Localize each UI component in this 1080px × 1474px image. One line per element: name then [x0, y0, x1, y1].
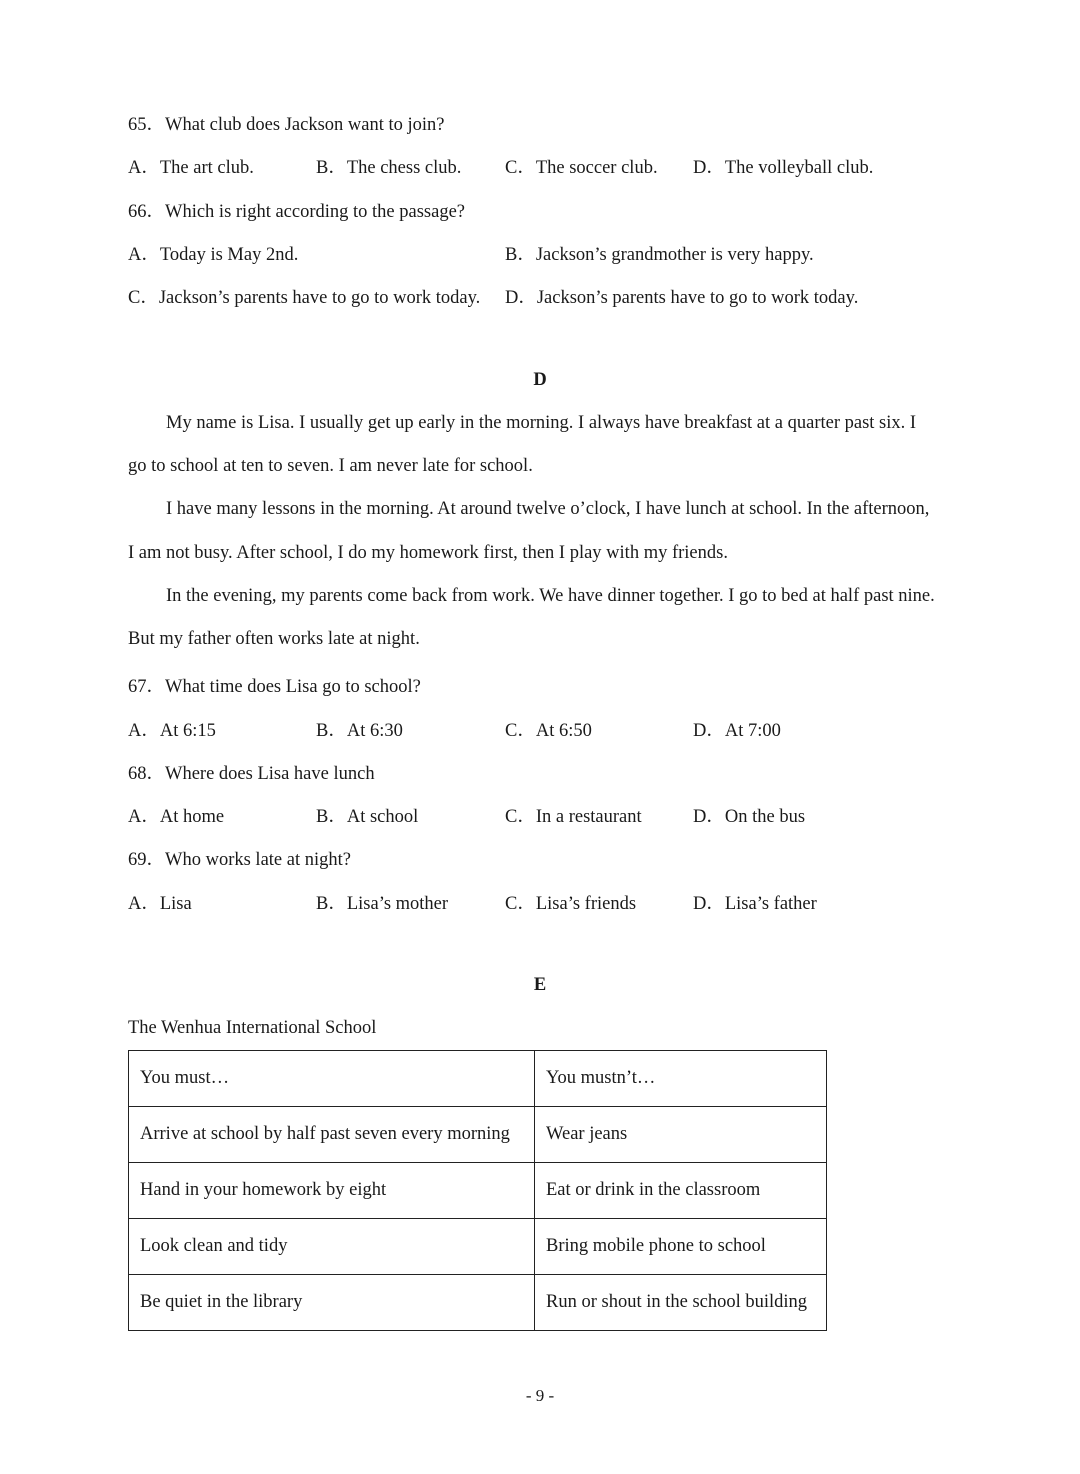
table-cell: Be quiet in the library — [129, 1275, 535, 1331]
school-rules-table — [128, 1050, 827, 1331]
q68-option-a: A．At home — [128, 807, 225, 827]
q69-option-a: A．Lisa — [128, 894, 192, 914]
table-cell: Wear jeans — [535, 1107, 827, 1163]
q67-option-c: C．At 6:50 — [505, 721, 592, 741]
q67-option-d: D．At 7:00 — [693, 721, 781, 741]
question-68-stem: 68．Where does Lisa have lunch — [128, 764, 375, 784]
table-cell: Eat or drink in the classroom — [535, 1163, 827, 1219]
q68-option-d: D．On the bus — [693, 807, 806, 827]
section-d-heading: D — [533, 370, 547, 390]
q66-option-b: B．Jackson’s grandmother is very happy. — [505, 245, 814, 265]
question-66-stem: 66．Which is right according to the passage? — [128, 202, 466, 222]
q66-option-d: D．Jackson’s parents have to go to work today. — [505, 288, 859, 308]
q69-option-d: D．Lisa’s father — [693, 894, 817, 914]
q65-option-b: B．The chess club. — [316, 158, 462, 178]
table-cell: Look clean and tidy — [129, 1219, 535, 1275]
table-header-row — [129, 1051, 827, 1107]
passage-d-line: go to school at ten to seven. I am never late for school. — [128, 456, 533, 476]
q65-option-c: C．The soccer club. — [505, 158, 658, 178]
q66-option-a: A．Today is May 2nd. — [128, 245, 299, 265]
passage-d-line: My name is Lisa. I usually get up early in the morning. I always have breakfast at a quarter past six. I — [166, 413, 917, 433]
passage-d-line: I have many lessons in the morning. At around twelve o’clock, I have lunch at school. In the afternoon, — [166, 499, 930, 519]
section-e-heading: E — [533, 975, 547, 995]
header-you-mustnt: You mustn’t… — [535, 1051, 827, 1107]
q68-option-c: C．In a restaurant — [505, 807, 642, 827]
table-row — [129, 1275, 827, 1331]
table-row — [129, 1163, 827, 1219]
table-cell: Hand in your homework by eight — [129, 1163, 535, 1219]
q69-option-c: C．Lisa’s friends — [505, 894, 637, 914]
q67-option-b: B．At 6:30 — [316, 721, 403, 741]
passage-d-line: In the evening, my parents come back from work. We have dinner together. I go to bed at half past nine. — [166, 586, 935, 606]
passage-d-line: I am not busy. After school, I do my homework first, then I play with my friends. — [128, 543, 728, 563]
q69-option-b: B．Lisa’s mother — [316, 894, 449, 914]
q65-option-d: D．The volleyball club. — [693, 158, 874, 178]
q66-option-c: C．Jackson’s parents have to go to work today. — [128, 288, 481, 308]
table-row — [129, 1219, 827, 1275]
section-e-title: The Wenhua International School — [128, 1018, 377, 1038]
q68-option-b: B．At school — [316, 807, 419, 827]
q65-option-a: A．The art club. — [128, 158, 254, 178]
passage-d-line: But my father often works late at night. — [128, 629, 420, 649]
question-69-stem: 69．Who works late at night? — [128, 850, 351, 870]
question-65-stem: 65．What club does Jackson want to join? — [128, 115, 445, 135]
question-67-stem: 67．What time does Lisa go to school? — [128, 677, 421, 697]
header-you-must: You must… — [129, 1051, 535, 1107]
table-cell: Bring mobile phone to school — [535, 1219, 827, 1275]
table-row — [129, 1107, 827, 1163]
page-number: - 9 - — [525, 1386, 555, 1405]
q67-option-a: A．At 6:15 — [128, 721, 216, 741]
table-cell: Arrive at school by half past seven every morning — [129, 1107, 535, 1163]
table-cell: Run or shout in the school building — [535, 1275, 827, 1331]
